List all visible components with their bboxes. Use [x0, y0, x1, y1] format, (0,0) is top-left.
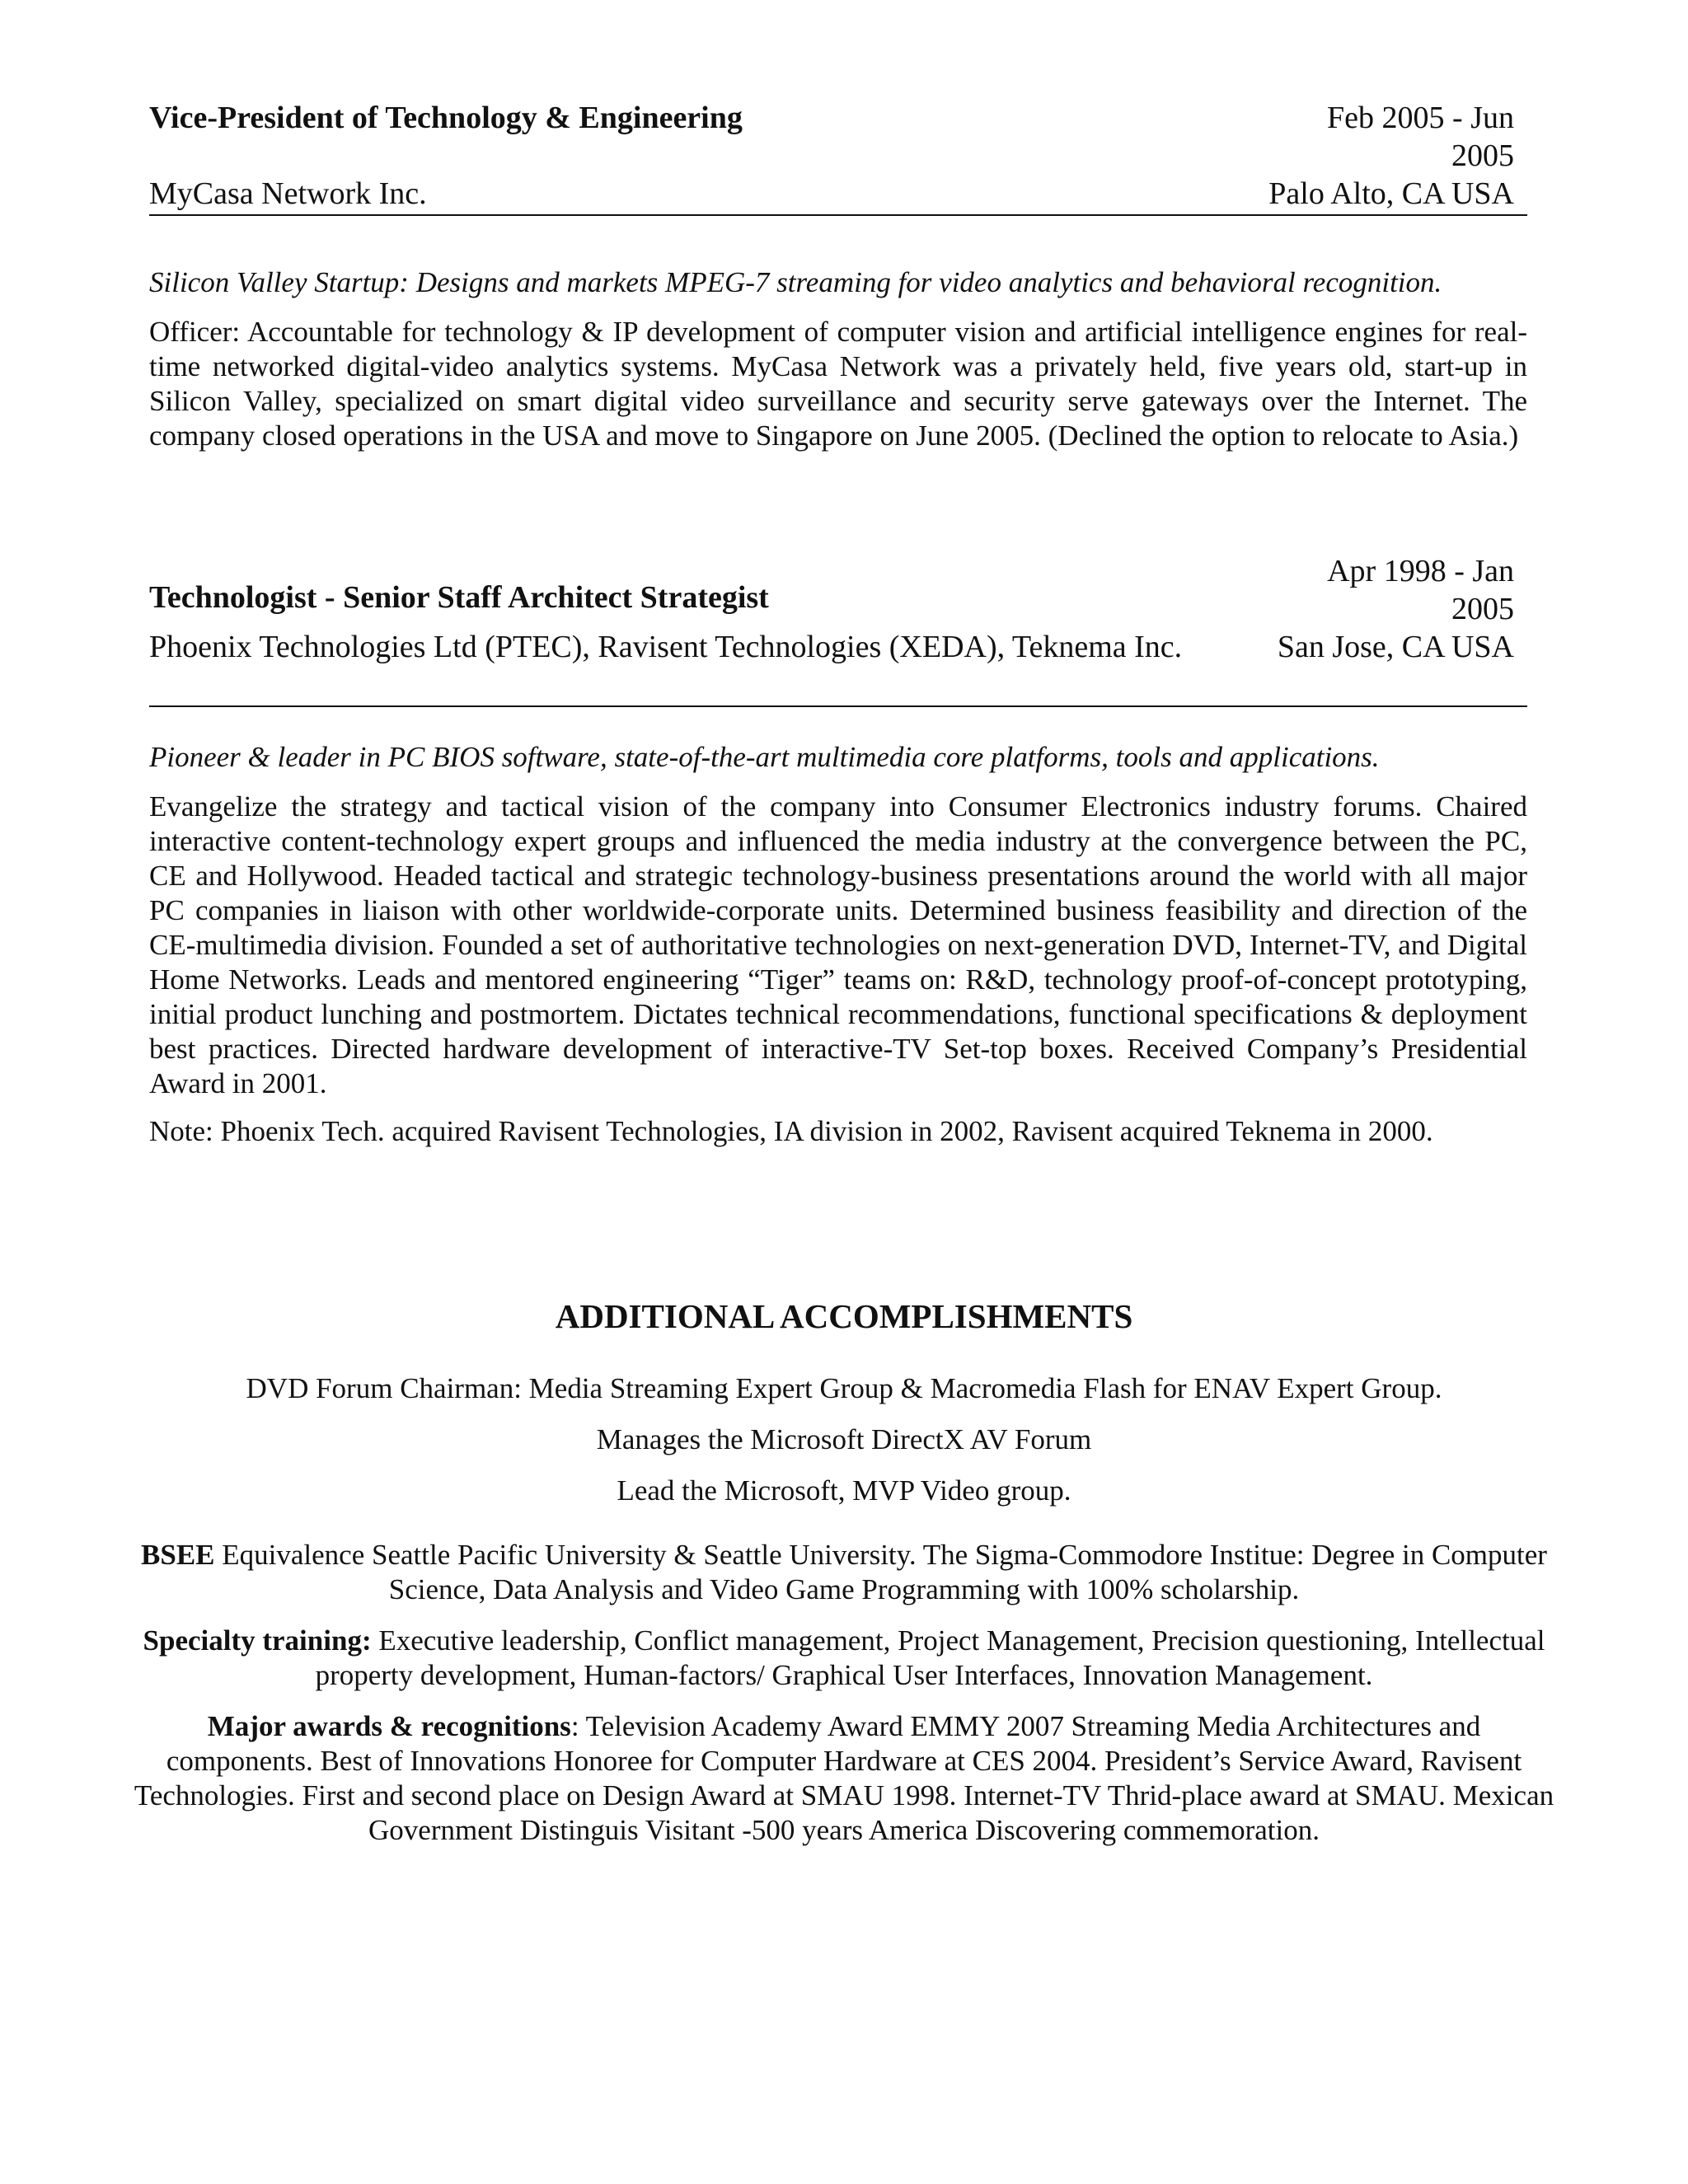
- job-title: Vice-President of Technology & Engineering: [149, 101, 743, 135]
- training-label: Specialty training:: [143, 1624, 372, 1657]
- training-text: Executive leadership, Conflict management, Project Management, Precision questioning, Intellectual property development, Human-factors/ Graphical User Interfaces, Innovation Management.: [315, 1624, 1545, 1691]
- accomplishment-line: Manages the Microsoft DirectX AV Forum: [596, 1423, 1092, 1455]
- section-heading-accomplishments: ADDITIONAL ACCOMPLISHMENTS: [555, 1297, 1133, 1335]
- awards-text: : Television Academy Award EMMY 2007 Streaming Media Architectures and components. Best of Innovations Honoree for Computer Hardware at CES 2004. President’s Service Award, Ravisent Technologies. First and second place on Design Award at SMAU 1998. Internet-TV Thrid-place award at SMAU. Mexican Government Distinguis Visitant -500 years America Discovering commemoration.: [134, 1710, 1554, 1846]
- divider-rule: [149, 705, 1527, 707]
- awards-paragraph: [132, 1709, 1556, 1848]
- awards-label: Major awards & recognitions: [207, 1710, 571, 1742]
- job-dates: Feb 2005 - Jun 2005: [1327, 101, 1514, 173]
- job-description: Evangelize the strategy and tactical vision of the company into Consumer Electronics industry forums. Chaired interactive content-technology expert groups and influenced the media industry at the convergence between the PC, CE and Hollywood. Headed tactical and strategic technology-business presentations around the world with all major PC companies in liaison with other worldwide-corporate units. Determined business feasibility and direction of the CE-multimedia division. Founded a set of authoritative technologies on next-generation DVD, Internet-TV, and Digital Home Networks. Leads and mentored engineering “Tiger” teams on: R&D, technology proof-of-concept prototyping, initial product lunching and postmortem. Dictates technical recommendations, functional specifications & deployment best practices. Directed hardware development of interactive-TV Set-top boxes. Received Company’s Presidential Award in 2001.: [149, 790, 1527, 1099]
- accomplishment-line: DVD Forum Chairman: Media Streaming Expert Group & Macromedia Flash for ENAV Expert Group.: [246, 1372, 1442, 1404]
- training-paragraph: [132, 1624, 1556, 1693]
- job-location: San Jose, CA USA: [1277, 630, 1514, 664]
- education-label: BSEE: [141, 1539, 215, 1571]
- education-paragraph: [132, 1538, 1556, 1607]
- job-dates: Apr 1998 - Jan 2005: [1327, 554, 1514, 626]
- job-title: Technologist - Senior Staff Architect Strategist: [149, 580, 769, 615]
- education-text: Equivalence Seattle Pacific University & Seattle University. The Sigma-Commodore Institue: Degree in Computer Science, Data Analysis and Video Game Programming with 100% scholarship.: [214, 1539, 1547, 1605]
- company-tagline: Pioneer & leader in PC BIOS software, state-of-the-art multimedia core platforms, tools and applications.: [149, 741, 1380, 773]
- divider-rule: [149, 214, 1527, 216]
- company-tagline: Silicon Valley Startup: Designs and markets MPEG-7 streaming for video analytics and behavioral recognition.: [149, 266, 1442, 298]
- job-location: Palo Alto, CA USA: [1268, 176, 1514, 211]
- accomplishment-line: Lead the Microsoft, MVP Video group.: [617, 1474, 1071, 1507]
- company-name: MyCasa Network Inc.: [149, 176, 427, 211]
- acquisition-note: Note: Phoenix Tech. acquired Ravisent Technologies, IA division in 2002, Ravisent acquired Teknema in 2000.: [149, 1115, 1433, 1147]
- company-name: Phoenix Technologies Ltd (PTEC), Ravisent Technologies (XEDA), Teknema Inc.: [149, 630, 1183, 664]
- job-description: Officer: Accountable for technology & IP development of computer vision and artificial intelligence engines for real-time networked digital-video analytics systems. MyCasa Network was a privately held, five years old, start-up in Silicon Valley, specialized on smart digital video surveillance and security serve gateways over the Internet. The company closed operations in the USA and move to Singapore on June 2005. (Declined the option to relocate to Asia.): [149, 316, 1527, 452]
